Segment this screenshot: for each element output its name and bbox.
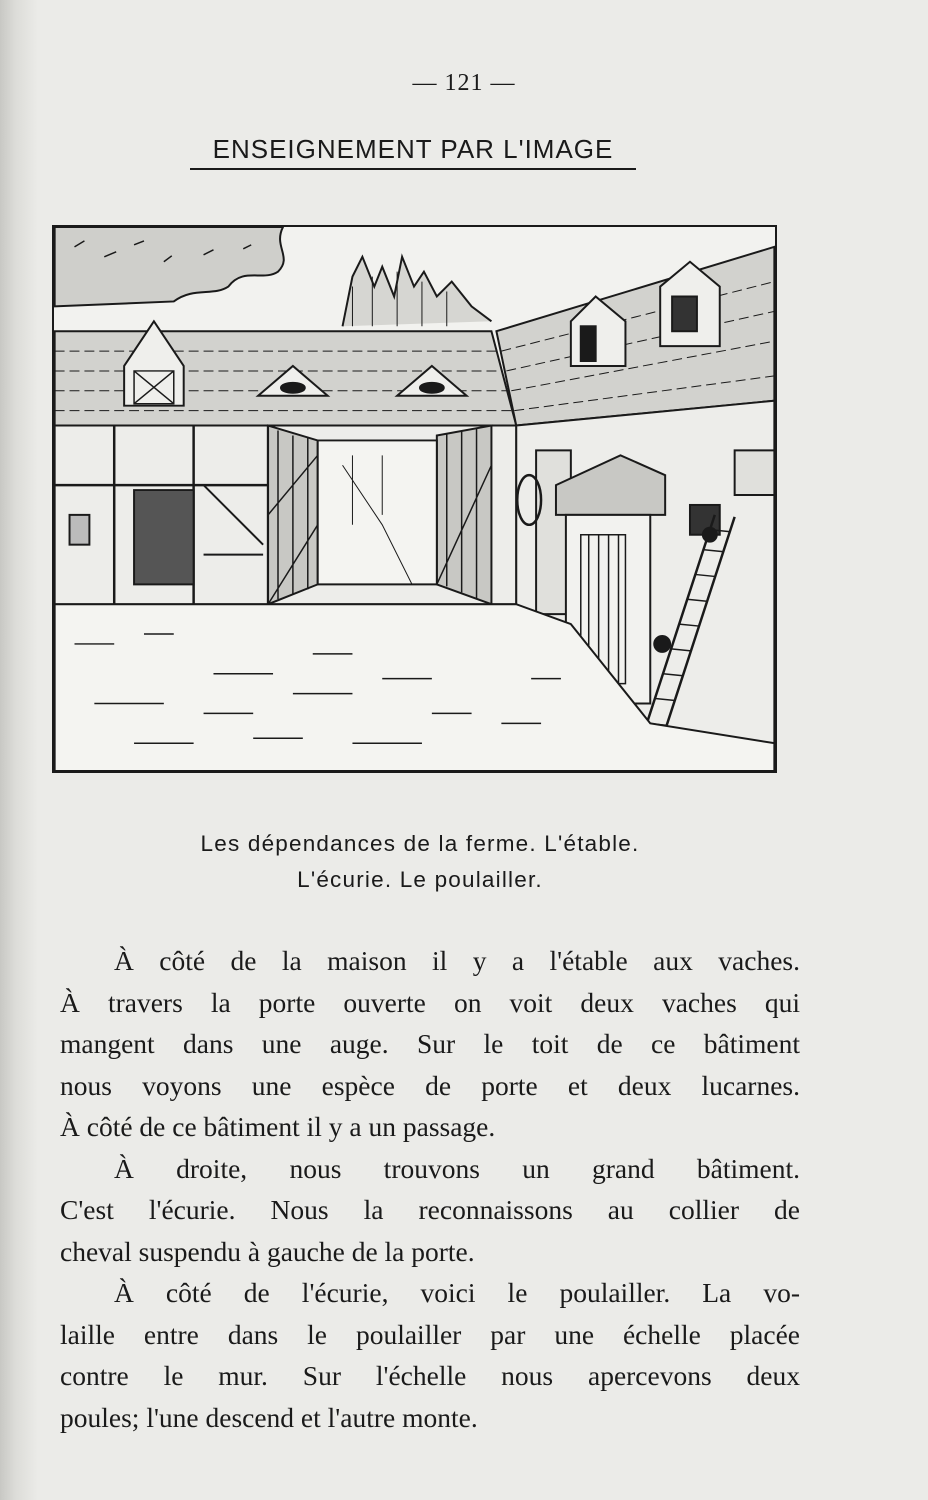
body-line: cheval suspendu à gauche de la porte. bbox=[60, 1235, 475, 1267]
section-title: ENSEIGNEMENT PAR L'IMAGE bbox=[190, 134, 636, 170]
body-line: mangent dans une auge. Sur le toit de ce bâtiment bbox=[60, 1028, 800, 1059]
background-trees bbox=[343, 257, 492, 326]
page-number: — 121 — bbox=[412, 70, 516, 96]
page-edge-shadow bbox=[0, 0, 38, 1500]
barn-roof bbox=[55, 321, 517, 425]
body-line: laille entre dans le poulailler par une échelle placée bbox=[60, 1318, 800, 1350]
body-line: À droite, nous trouvons un grand bâtiment. bbox=[114, 1152, 800, 1184]
body-line: poules; l'une descend et l'autre monte. bbox=[60, 1401, 478, 1433]
body-line: contre le mur. Sur l'échelle nous apercevons deux bbox=[60, 1360, 800, 1391]
body-line: À côté de ce bâtiment il y a un passage. bbox=[60, 1111, 496, 1142]
farm-illustration bbox=[52, 225, 777, 773]
caption-line-2: L'écurie. Le poulailler. bbox=[297, 867, 543, 892]
body-text bbox=[60, 940, 800, 1438]
body-line: À côté de la maison il y a l'étable aux vaches. bbox=[114, 945, 800, 976]
caption-line-1: Les dépendances de la ferme. L'étable. bbox=[200, 831, 640, 856]
stable-roof bbox=[496, 247, 774, 426]
illustration-caption bbox=[0, 826, 840, 898]
body-line: nous voyons une espèce de porte et deux lucarnes. bbox=[60, 1069, 800, 1101]
tree-foliage bbox=[55, 227, 284, 306]
body-line: À travers la porte ouverte on voit deux vaches qui bbox=[60, 986, 800, 1018]
body-line: C'est l'écurie. Nous la reconnaissons au collier de bbox=[60, 1194, 800, 1225]
open-barn-doors bbox=[268, 426, 491, 605]
body-line: À côté de l'écurie, voici le poulailler. La vo- bbox=[114, 1277, 800, 1308]
